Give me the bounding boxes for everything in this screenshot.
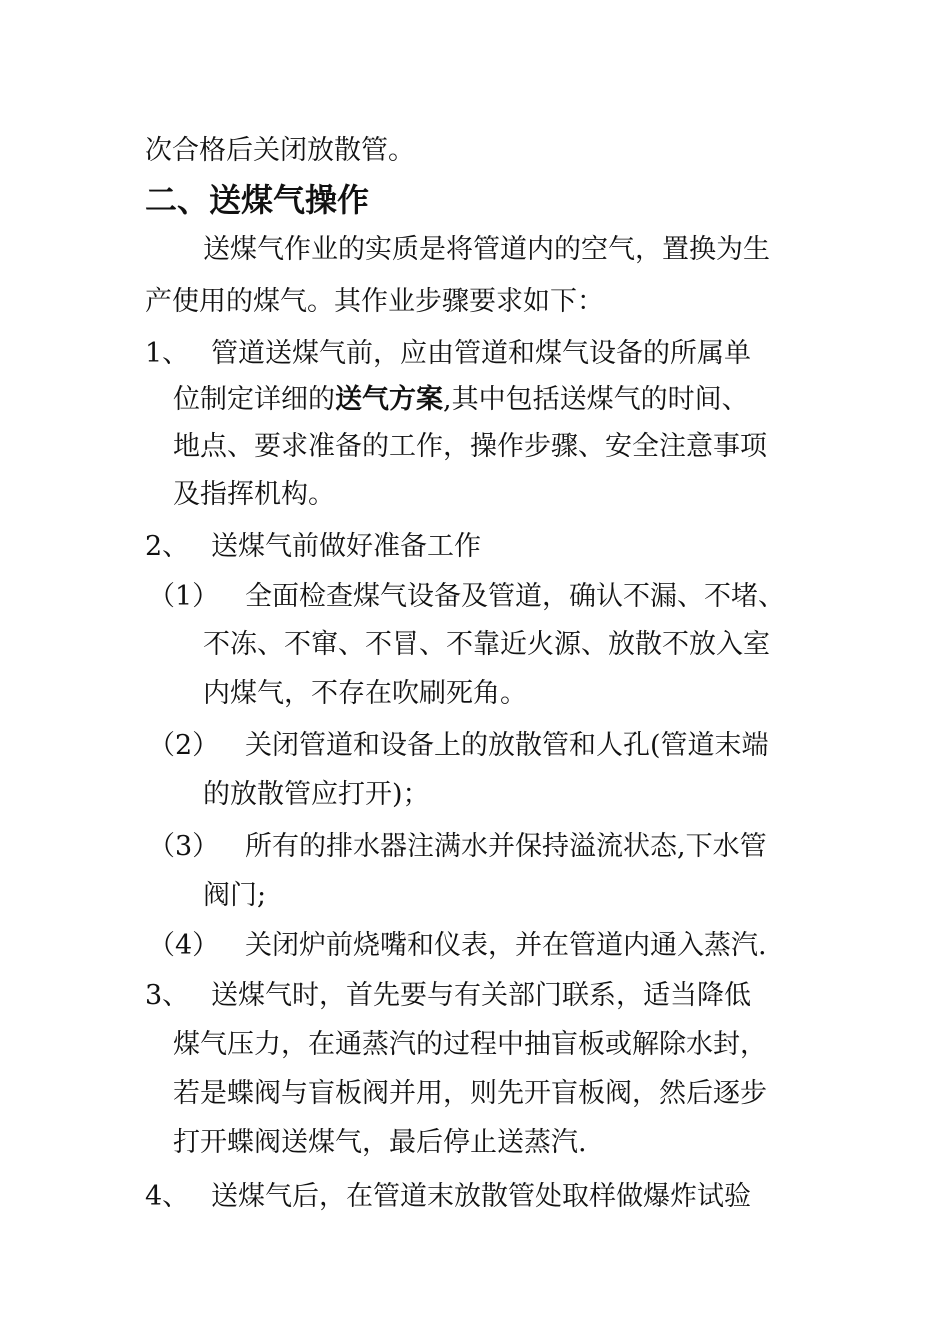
item-1-line-2 — [173, 383, 749, 417]
item-3-line-1: 送煤气时，首先要与有关部门联系，适当降低 — [211, 980, 751, 1011]
sub-3-line-1: 所有的排水器注满水并保持溢流状态,下水管 — [245, 831, 767, 862]
item-1-line-2-pre: 位制定详细的 — [173, 384, 335, 415]
section-heading: 二、送煤气操作 — [145, 181, 370, 219]
sub-1-line-1: 全面检查煤气设备及管道，确认不漏、不堵、 — [245, 581, 785, 612]
sub-2-line-2: 的放散管应打开)； — [203, 779, 430, 810]
sub-1-number: （1） — [148, 581, 220, 612]
item-3-line-3: 若是蝶阀与盲板阀并用，则先开盲板阀，然后逐步 — [173, 1078, 767, 1109]
item-3-line-4: 打开蝶阀送煤气，最后停止送蒸汽. — [173, 1127, 587, 1158]
item-1-line-3: 地点、要求准备的工作，操作步骤、安全注意事项 — [173, 431, 767, 462]
intro-line-1: 送煤气作业的实质是将管道内的空气，置换为生 — [203, 234, 770, 265]
item-1-line-1: 管道送煤气前，应由管道和煤气设备的所属单 — [211, 338, 751, 369]
intro-line-2: 产使用的煤气。其作业步骤要求如下： — [145, 286, 604, 317]
sub-4-line-1: 关闭炉前烧嘴和仪表，并在管道内通入蒸汽. — [245, 930, 767, 961]
item-1-line-4: 及指挥机构。 — [173, 479, 335, 510]
plan-keyword: 送气方案 — [335, 384, 443, 415]
item-3-number: 3、 — [145, 980, 190, 1011]
sub-3-number: （3） — [148, 831, 220, 862]
sub-1-line-3: 内煤气，不存在吹刷死角。 — [203, 678, 527, 709]
item-1-line-2-post: ,其中包括送煤气的时间、 — [443, 384, 749, 415]
item-2-number: 2、 — [145, 531, 190, 562]
sub-4-number: （4） — [148, 930, 220, 961]
sub-1-line-2: 不冻、不窜、不冒、不靠近火源、放散不放入室 — [203, 629, 770, 660]
sub-3-line-2: 阀门; — [203, 880, 267, 911]
continuation-text: 次合格后关闭放散管。 — [145, 135, 415, 166]
item-4-number: 4、 — [145, 1181, 190, 1212]
item-3-line-2: 煤气压力，在通蒸汽的过程中抽盲板或解除水封， — [173, 1029, 767, 1060]
item-2-line-1: 送煤气前做好准备工作 — [211, 531, 481, 562]
item-1-number: 1、 — [145, 338, 190, 369]
item-4-line-1: 送煤气后，在管道末放散管处取样做爆炸试验 — [211, 1181, 751, 1212]
sub-2-line-1: 关闭管道和设备上的放散管和人孔(管道末端 — [245, 730, 769, 761]
sub-2-number: （2） — [148, 730, 220, 761]
